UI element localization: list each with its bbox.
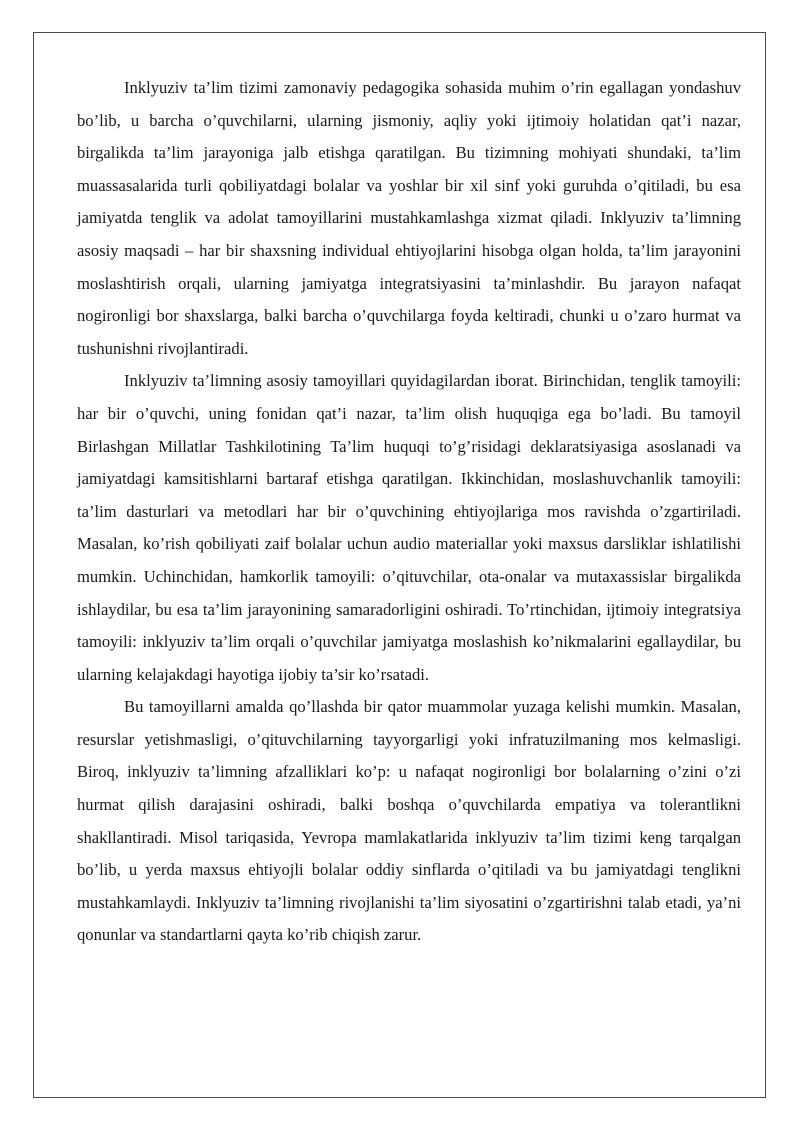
document-body	[77, 72, 741, 952]
paragraph-2: Inklyuziv ta’limning asosiy tamoyillari quyidagilardan iborat. Birinchidan, tenglik tamoyili: har bir o’quvchi, uning fonidan qat’i nazar, ta’lim olish huquqiga ega bo’ladi. Bu tamoyil Birlashgan Millatlar Tashkilotining Ta’lim huquqi to’g’risidagi deklaratsiyasiga asoslanadi va jamiyatdagi kamsitishlarni bartaraf etishga qaratilgan. Ikkinchidan, moslashuvchanlik tamoyili: ta’lim dasturlari va metodlari har bir o’quvchining ehtiyojlariga mos ravishda o’zgartiriladi. Masalan, ko’rish qobiliyati zaif bolalar uchun audio materiallar yoki maxsus darsliklar ishlatilishi mumkin. Uchinchidan, hamkorlik tamoyili: o’qituvchilar, ota-onalar va mutaxassislar birgalikda ishlaydilar, bu esa ta’lim jarayonining samaradorligini oshiradi. To’rtinchidan, ijtimoiy integratsiya tamoyili: inklyuziv ta’lim orqali o’quvchilar jamiyatga moslashish ko’nikmalarini egallaydilar, bu ularning kelajakdagi hayotiga ijobiy ta’sir ko’rsatadi.	[77, 371, 741, 684]
paragraph-3: Bu tamoyillarni amalda qo’llashda bir qator muammolar yuzaga kelishi mumkin. Masalan, resurslar yetishmasligi, o’qituvchilarning tayyorgarligi yoki infratuzilmaning mos kelmasligi. Biroq, inklyuziv ta’limning afzalliklari ko’p: u nafaqat nogironligi bor bolalarning o’zini o’zi hurmat qilish darajasini oshiradi, balki boshqa o’quvchilarda empatiya va tolerantlikni shakllantiradi. Misol tariqasida, Yevropa mamlakatlarida inklyuziv ta’lim tizimi keng tarqalgan bo’lib, u yerda maxsus ehtiyojli bolalar oddiy sinflarda o’qitiladi va bu jamiyatdagi tenglikni mustahkamlaydi. Inklyuziv ta’limning rivojlanishi ta’lim siyosatini o’zgartirishni talab etadi, ya’ni qonunlar va standartlarni qayta ko’rib chiqish zarur.	[77, 697, 741, 945]
paragraph-1: Inklyuziv ta’lim tizimi zamonaviy pedagogika sohasida muhim o’rin egallagan yondashuv bo’lib, u barcha o’quvchilarni, ularning jismoniy, aqliy yoki ijtimoiy holatidan qat’i nazar, birgalikda ta’lim jarayoniga jalb etishga qaratilgan. Bu tizimning mohiyati shundaki, ta’lim muassasalarida turli qobiliyatdagi bolalar va yoshlar bir xil sinf yoki guruhda o’qitiladi, bu esa jamiyatda tenglik va adolat tamoyillarini mustahkamlashga xizmat qiladi. Inklyuziv ta’limning asosiy maqsadi – har bir shaxsning individual ehtiyojlarini hisobga olgan holda, ta’lim jarayonini moslashtirish orqali, ularning jamiyatga integratsiyasini ta’minlashdir. Bu jarayon nafaqat nogironligi bor shaxslarga, balki barcha o’quvchilarga foyda keltiradi, chunki u o’zaro hurmat va tushunishni rivojlantiradi.	[77, 78, 741, 358]
